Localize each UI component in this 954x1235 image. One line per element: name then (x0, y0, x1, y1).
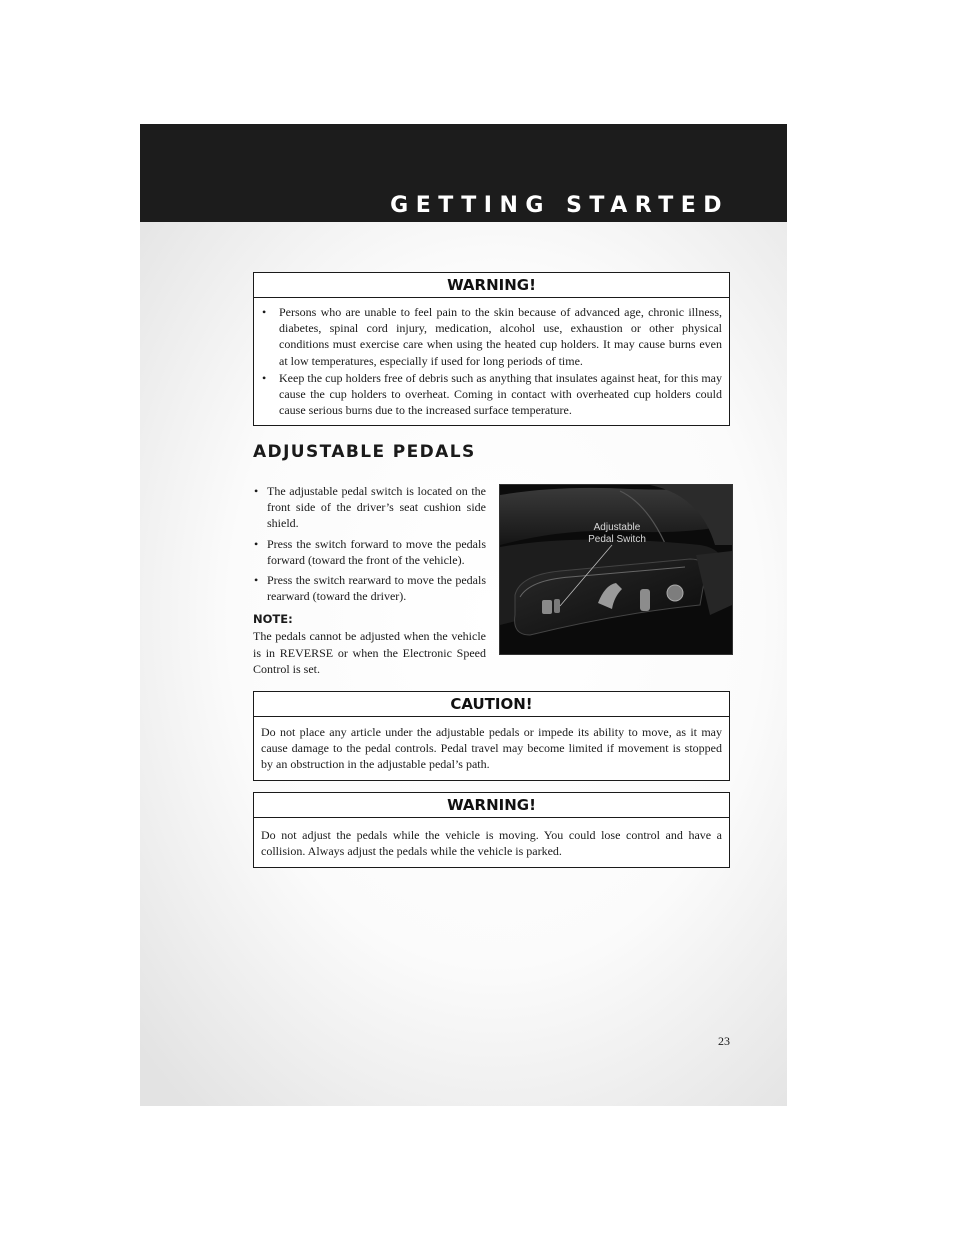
header-bar (140, 124, 787, 222)
warning-heading: WARNING! (254, 273, 729, 298)
list-item: • Press the switch rearward to move the pedals rearward (toward the driver). (253, 572, 486, 604)
warning-box-pedals (253, 792, 730, 868)
pedal-switch-icon (542, 600, 552, 614)
seat-switch-photo (499, 484, 733, 655)
note-text: The pedals cannot be adjusted when the vehicle is in REVERSE or when the Electronic Speed Control is set. (253, 629, 486, 676)
caution-box (253, 691, 730, 781)
photo-label-line: Pedal Switch (588, 534, 646, 545)
page-title: GETTING STARTED (390, 193, 729, 218)
warning-body (254, 298, 729, 425)
page-number: 23 (718, 1034, 730, 1048)
photo-label-line: Adjustable (593, 522, 641, 533)
section-title: ADJUSTABLE PEDALS (253, 442, 476, 462)
photo-label (572, 522, 662, 546)
list-item: • Press the switch forward to move the pedals forward (toward the front of the vehicle). (253, 536, 486, 568)
list-item: • The adjustable pedal switch is located on the front side of the driver’s seat cushion side shield. (253, 483, 486, 532)
manual-page (140, 124, 787, 1106)
warning-heading: WARNING! (254, 793, 729, 818)
section-text (253, 483, 486, 677)
warning-box-cup-holders (253, 272, 730, 426)
caution-heading: CAUTION! (254, 692, 729, 717)
warning-item: • Persons who are unable to feel pain to the skin because of advanced age, chronic illness, diabetes, spinal cord injury, medication, alcohol use, exhaustion or other physical conditions must exercise care when using the heated cup holders. It may cause burns even at low temperatures, especially if used for long periods of time. (261, 304, 722, 369)
note-label: NOTE: (253, 612, 293, 627)
seat-illustration (500, 485, 732, 654)
warning-body: Do not adjust the pedals while the vehicle is moving. You could lose control and have a collision. Always adjust the pedals while the vehicle is parked. (261, 828, 722, 859)
warning-item: • Keep the cup holders free of debris such as anything that insulates against heat, for this may cause the cup holders to overheat. Coming in contact with overheated cup holders could cause serious burns due to the increased surface temperature. (261, 370, 722, 419)
caution-body: Do not place any article under the adjustable pedals or impede its ability to move, as it may cause damage to the pedal controls. Pedal travel may become limited if movement is stopped by an obstruction in the adjustable pedal’s path. (261, 725, 722, 772)
